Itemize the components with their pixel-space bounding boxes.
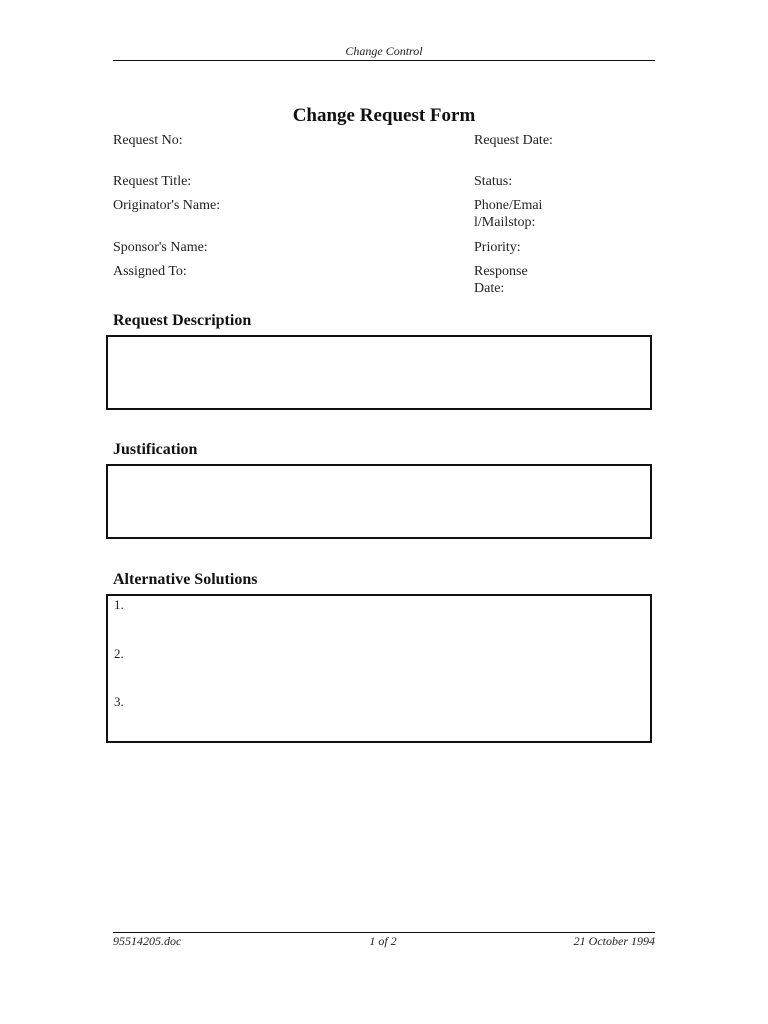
field-label-status: Status: <box>474 174 513 189</box>
request-description-heading: Request Description <box>113 312 252 329</box>
field-label-originator-name: Originator's Name: <box>113 198 221 213</box>
alternative-item-2: 2. <box>114 646 124 661</box>
header-title: Change Control <box>345 44 423 58</box>
field-label-assigned-to: Assigned To: <box>113 264 187 279</box>
footer-filename: 95514205.doc <box>113 934 182 948</box>
footer-date: 21 October 1994 <box>573 934 655 948</box>
footer-rule <box>113 932 655 933</box>
field-label-request-date: Request Date: <box>474 133 553 148</box>
alternative-item-1: 1. <box>114 597 124 612</box>
field-label-response-date: Response Date: <box>474 264 528 296</box>
field-label-phone-email-mailstop: Phone/Emai l/Mailstop: <box>474 198 543 230</box>
justification-heading: Justification <box>113 441 198 458</box>
footer-page-number: 1 of 2 <box>369 934 397 948</box>
alternative-solutions-heading: Alternative Solutions <box>113 571 258 588</box>
field-label-request-title: Request Title: <box>113 174 192 189</box>
justification-box[interactable] <box>106 464 652 539</box>
field-label-sponsor-name: Sponsor's Name: <box>113 240 208 255</box>
request-description-box[interactable] <box>106 335 652 410</box>
form-title: Change Request Form <box>292 105 476 126</box>
alternative-item-3: 3. <box>114 694 124 709</box>
alternative-solutions-box[interactable] <box>106 594 652 743</box>
field-label-priority: Priority: <box>474 240 521 255</box>
header-rule <box>113 60 655 61</box>
field-label-request-no: Request No: <box>113 133 183 148</box>
